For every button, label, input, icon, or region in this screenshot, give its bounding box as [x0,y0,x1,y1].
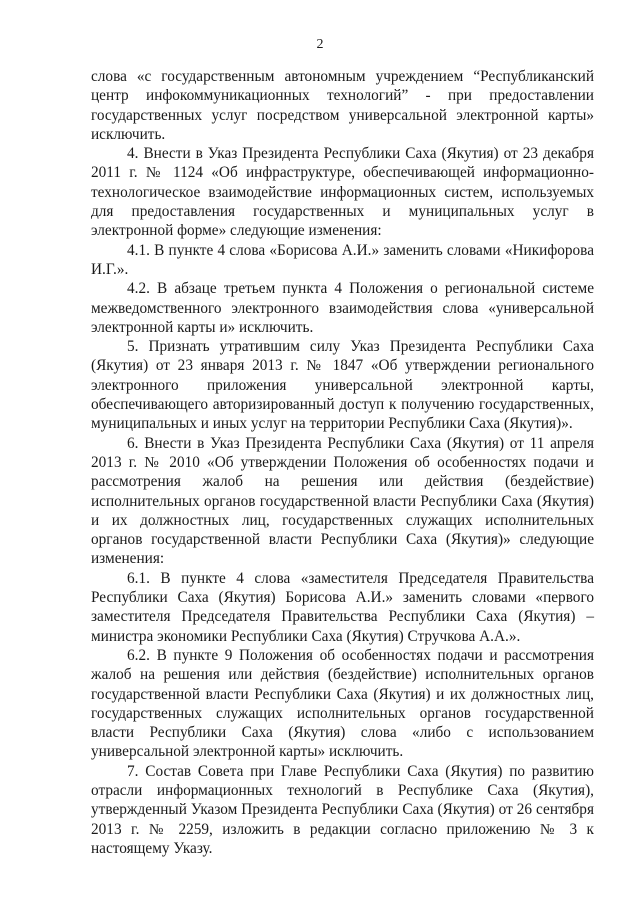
paragraph-item-4: 4. Внести в Указ Президента Республики Саха (Якутия) от 23 декабря 2011 г. № 1124 «Об инфраструктуре, обеспечивающей информационно-технологическое взаимодействие информационных систем, используемых для предоставления государственных и муниципальных услуг в электронной форме» следующие изменения: [91,145,594,240]
paragraph-item-6-2: 6.2. В пункте 9 Положения об особенностях подачи и рассмотрения жалоб на решения или действия (бездействие) исполнительных органов государственной власти Республики Саха (Якутия) и их должностных лиц, государственных служащих исполнительных органов государственной власти Республики Саха (Якутия) слова «либо с использованием универсальной электронной карты» исключить. [91,646,594,761]
paragraph-item-4-2: 4.2. В абзаце третьем пункта 4 Положения о региональной системе межведомственного электронного взаимодействия слова «универсальной электронной карты и» исключить. [91,280,594,336]
paragraph-item-7: 7. Состав Совета при Главе Республики Саха (Якутия) по развитию отрасли информационных технологий в Республике Саха (Якутия), утвержденный Указом Президента Республики Саха (Якутия) от 26 сентября 2013 г. № 2259, изложить в редакции согласно приложению № 3 к настоящему Указу. [91,762,594,857]
paragraph-item-5: 5. Признать утратившим силу Указ Президента Республики Саха (Якутия) от 23 января 2013 г. № 1847 «Об утверждении регионального электронного приложения универсальной электронной карты, обеспечивающего авторизированный доступ к получению государственных, муниципальных и иных услуг на территории Республики Саха (Якутия)». [91,338,594,433]
document-body [91,67,594,858]
paragraph-item-4-1: 4.1. В пункте 4 слова «Борисова А.И.» заменить словами «Никифорова И.Г.». [91,241,594,278]
page-number: 2 [316,37,324,52]
paragraph-excluded-words: слова «с государственным автономным учреждением “Республиканский центр инфокоммуникационных технологий” - при предоставлении государственных услуг посредством универсальной электронной карты» исключить. [91,68,594,143]
paragraph-item-6-1: 6.1. В пункте 4 слова «заместителя Председателя Правительства Республики Саха (Якутия) Борисова А.И.» заменить словами «первого заместителя Председателя Правительства Республики Саха (Якутия) – министра экономики Республики Саха (Якутия) Стручкова А.А.». [91,569,594,645]
paragraph-item-6: 6. Внести в Указ Президента Республики Саха (Якутия) от 11 апреля 2013 г. № 2010 «Об утверждении Положения об особенностях подачи и рассмотрения жалоб на решения или действия (бездействие) исполнительных органов государственной власти Республики Саха (Якутия) и их должностных лиц, государственных служащих исполнительных органов государственной власти Республики Саха (Якутия)» следующие изменения: [91,434,594,568]
